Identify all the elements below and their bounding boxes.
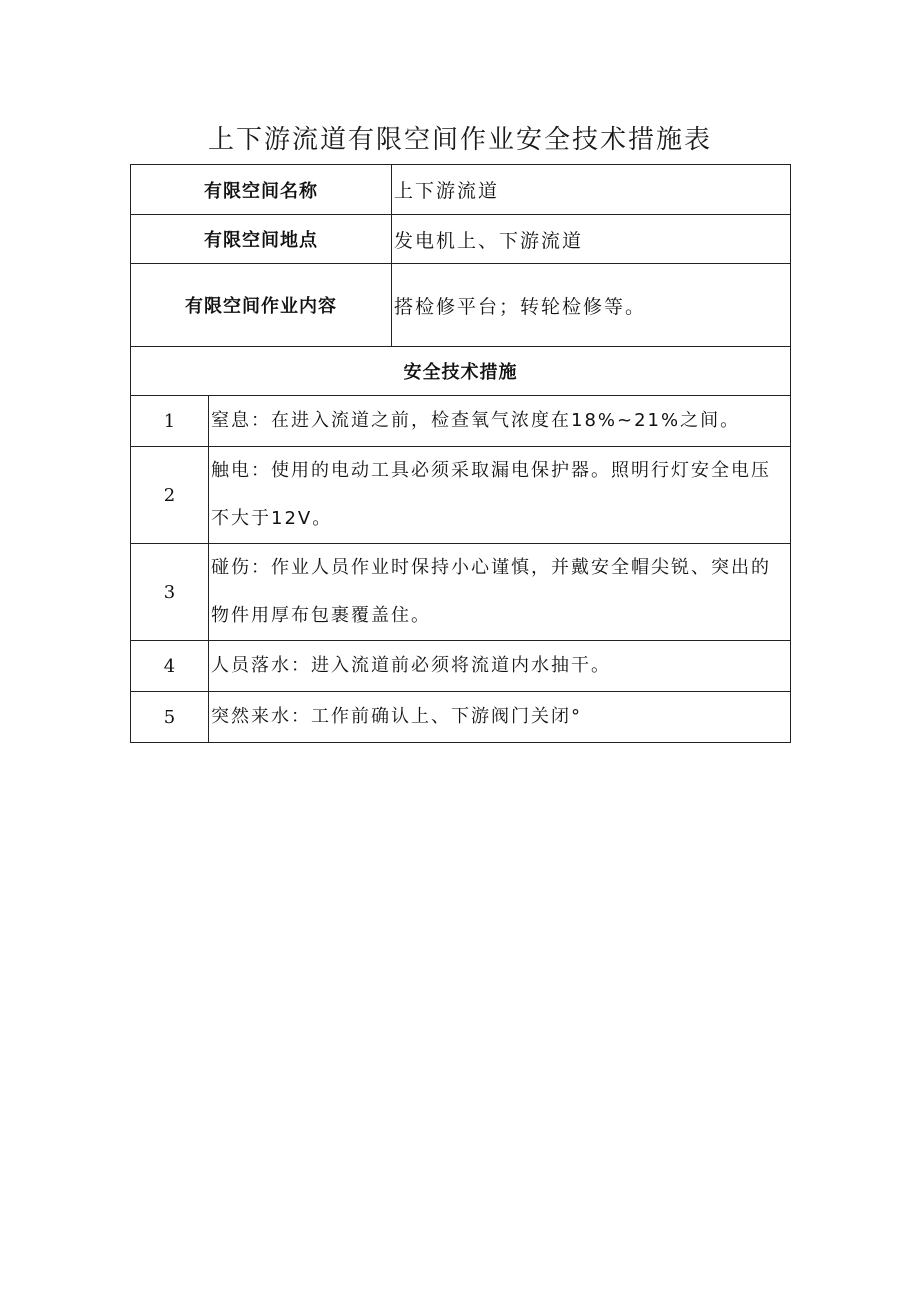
measure-row	[131, 544, 791, 641]
measure-text: 突然来水：工作前确认上、下游阀门关闭°	[209, 692, 791, 743]
info-label: 有限空间地点	[131, 215, 392, 264]
document-title: 上下游流道有限空间作业安全技术措施表	[207, 125, 712, 155]
measure-number: 4	[131, 641, 209, 692]
measure-text: 人员落水：进入流道前必须将流道内水抽干。	[209, 641, 791, 692]
measure-text: 碰伤：作业人员作业时保持小心谨慎，并戴安全帽尖锐、突出的物件用厚布包裹覆盖住。	[209, 544, 791, 641]
measure-text: 窒息：在进入流道之前，检查氧气浓度在18%~21%之间。	[209, 396, 791, 447]
info-row-location	[131, 215, 791, 264]
info-label: 有限空间作业内容	[131, 264, 392, 347]
measure-number: 5	[131, 692, 209, 743]
measure-row	[131, 447, 791, 544]
measure-number: 1	[131, 396, 209, 447]
section-header-row	[131, 347, 791, 396]
measure-row	[131, 641, 791, 692]
info-row-work-content	[131, 264, 791, 347]
measure-row	[131, 692, 791, 743]
section-header: 安全技术措施	[131, 347, 791, 396]
measure-text: 触电：使用的电动工具必须采取漏电保护器。照明行灯安全电压不大于12V。	[209, 447, 791, 544]
info-value: 发电机上、下游流道	[392, 215, 791, 264]
measure-row	[131, 396, 791, 447]
info-row-name	[131, 165, 791, 215]
measure-number: 3	[131, 544, 209, 641]
info-value: 搭检修平台；转轮检修等。	[392, 264, 791, 347]
measure-number: 2	[131, 447, 209, 544]
info-value: 上下游流道	[392, 165, 791, 215]
info-label: 有限空间名称	[131, 165, 392, 215]
safety-measures-table	[130, 164, 791, 743]
